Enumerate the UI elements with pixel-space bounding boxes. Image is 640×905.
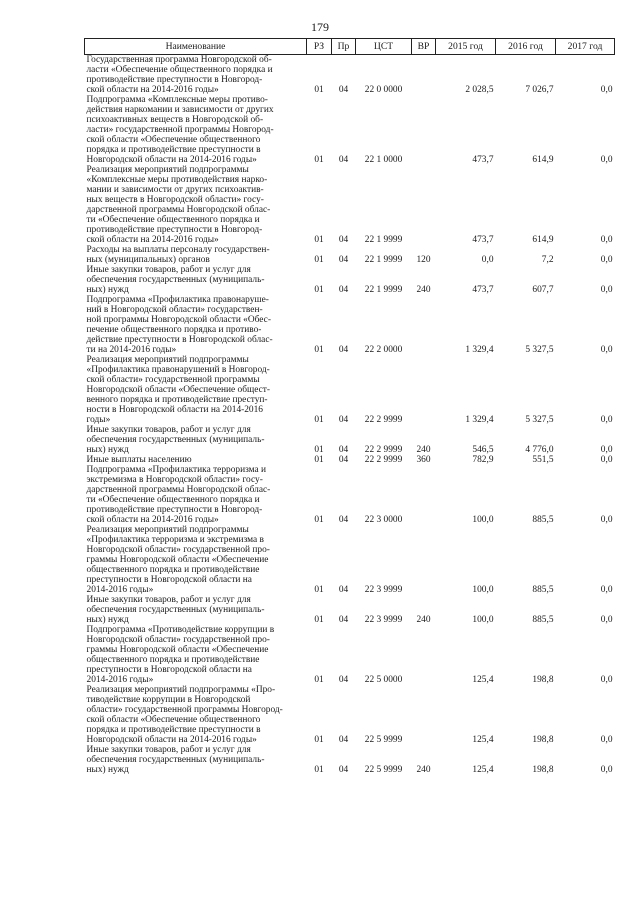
column-header-rz: РЗ	[307, 39, 332, 55]
row-rz: 01	[314, 255, 324, 265]
row-pr: 04	[338, 735, 349, 745]
row-vr	[412, 355, 436, 425]
row-rz: 01	[314, 415, 324, 425]
row-rz: 01	[314, 735, 324, 745]
row-pr: 04	[338, 445, 349, 455]
row-cst: 22 2 9999	[364, 455, 403, 465]
row-2016: 885,5	[532, 615, 554, 625]
row-2016: 551,5	[532, 455, 554, 465]
row-cst: 22 1 9999	[364, 235, 403, 245]
row-cst: 22 3 0000	[364, 515, 403, 525]
row-pr: 04	[338, 615, 349, 625]
row-name: Реализация мероприятий подпрограммы «Профилактика терроризма и экстремизма в Новгородской области» государственной про- граммы Новгородской области «Обеспечение общественного порядка и противодействие преступности в Новгородской области на 2014-2016 годы»	[86, 525, 270, 595]
row-pr: 04	[338, 345, 349, 355]
row-rz: 01	[314, 85, 324, 95]
row-cst: 22 5 0000	[364, 675, 403, 685]
row-cst: 22 1 9999	[364, 285, 403, 295]
row-2015: 0,0	[481, 255, 494, 265]
row-vr	[412, 525, 436, 595]
row-pr: 04	[338, 285, 349, 295]
table-row	[85, 165, 615, 245]
table-row	[85, 95, 615, 165]
row-2015: 100,0	[472, 585, 494, 595]
row-2016: 607,7	[532, 285, 554, 295]
table-row	[85, 355, 615, 425]
row-vr: 240	[416, 285, 431, 295]
row-2015: 473,7	[472, 155, 494, 165]
table-row	[85, 245, 615, 265]
row-2015: 473,7	[472, 285, 494, 295]
row-cst: 22 2 0000	[364, 345, 403, 355]
row-2015: 125,4	[472, 675, 494, 685]
row-cst: 22 3 9999	[364, 585, 403, 595]
row-2016: 7 026,7	[525, 85, 554, 95]
row-name: Реализация мероприятий подпрограммы «Профилактика правонарушений в Новгород- ской области» государственной программы Новгородской области «Обеспечение общест- венного порядка и противодействие преступ- ности в Новгородской области на 2014-2016 годы»	[86, 355, 270, 425]
row-cst: 22 0 0000	[364, 85, 403, 95]
table-row	[85, 455, 615, 465]
row-2017: 0,0	[600, 735, 613, 745]
row-name: Реализация мероприятий подпрограммы «Комплексные меры противодействия нарко- мании и зависимости от других психоактив- ных веществ в Новгородской области» госу- дарственной программы Новгородской облас- ти «Обеспечение общественного порядка и противодействие преступности в Новгород- ской области на 2014-2016 годы»	[86, 165, 271, 245]
table-row	[85, 295, 615, 355]
row-name: Расходы на выплаты персоналу государствен- ных (муниципальных) органов	[86, 245, 270, 265]
row-rz: 01	[314, 515, 324, 525]
row-cst: 22 5 9999	[364, 735, 403, 745]
row-vr: 360	[416, 455, 431, 465]
row-2017: 0,0	[600, 675, 613, 685]
row-cst: 22 3 9999	[364, 615, 403, 625]
row-cst: 22 2 9999	[364, 415, 403, 425]
table-row	[85, 595, 615, 625]
row-2017: 0,0	[600, 155, 613, 165]
row-name: Подпрограмма «Профилактика правонаруше- ний в Новгородской области» государствен- ной программы Новгородской области «Обес- печение общественного порядка и противо- действие преступности в Новгородской облас- ти на 2014-2016 годы»	[86, 295, 273, 355]
row-pr: 04	[338, 765, 349, 775]
row-2016: 5 327,5	[525, 415, 554, 425]
row-vr	[412, 55, 436, 96]
table-row	[85, 525, 615, 595]
row-pr: 04	[338, 675, 349, 685]
row-2016: 885,5	[532, 585, 554, 595]
column-header-2017: 2017 год	[556, 39, 615, 55]
row-pr: 04	[338, 155, 349, 165]
row-2015: 782,9	[472, 455, 494, 465]
row-vr: 240	[416, 765, 431, 775]
row-name: Подпрограмма «Комплексные меры противо- действия наркомании и зависимости от других психоактивных веществ в Новгородской об- ласти» государственной программы Новгород- ской области «Обеспечение общественного порядка и противодействие преступности в Новгородской области на 2014-2016 годы»	[86, 95, 274, 165]
row-name: Подпрограмма «Противодействие коррупции в Новгородской области» государственной про- граммы Новгородской области «Обеспечение общественного порядка и противодействие преступности в Новгородской области на 2014-2016 годы»	[86, 625, 275, 685]
row-2016: 4 776,0	[525, 445, 554, 455]
row-2017: 0,0	[600, 415, 613, 425]
row-2015: 100,0	[472, 515, 494, 525]
row-2015: 1 329,4	[465, 345, 494, 355]
row-vr	[412, 625, 436, 685]
row-pr: 04	[338, 85, 349, 95]
row-vr: 240	[416, 615, 431, 625]
row-2017: 0,0	[600, 285, 613, 295]
row-rz: 01	[314, 765, 324, 775]
row-rz: 01	[314, 285, 324, 295]
row-name: Иные закупки товаров, работ и услуг для обеспечения государственных (муниципаль- ных) нужд	[86, 745, 265, 775]
row-2017: 0,0	[600, 445, 613, 455]
row-pr: 04	[338, 455, 349, 465]
row-name: Иные закупки товаров, работ и услуг для обеспечения государственных (муниципаль- ных) нужд	[86, 425, 265, 455]
table-body	[85, 55, 615, 776]
row-cst: 22 1 9999	[364, 255, 403, 265]
row-rz: 01	[314, 455, 324, 465]
column-header-vr: ВР	[412, 39, 436, 55]
row-2017: 0,0	[600, 345, 613, 355]
row-rz: 01	[314, 445, 324, 455]
row-rz: 01	[314, 675, 324, 685]
row-vr	[412, 685, 436, 745]
row-2017: 0,0	[600, 515, 613, 525]
table-row	[85, 265, 615, 295]
row-2015: 125,4	[472, 735, 494, 745]
row-2017: 0,0	[600, 455, 613, 465]
row-2015: 1 329,4	[465, 415, 494, 425]
table-row	[85, 425, 615, 455]
row-name: Реализация мероприятий подпрограммы «Про- тиводействие коррупции в Новгородской области» государственной программы Новгород- ской области «Обеспечение общественного порядка и противодействие преступности в Новгородской области на 2014-2016 годы»	[86, 685, 283, 745]
table-row	[85, 745, 615, 775]
row-vr: 240	[416, 445, 431, 455]
row-vr	[412, 465, 436, 525]
row-pr: 04	[338, 235, 349, 245]
row-2015: 125,4	[472, 765, 494, 775]
row-rz: 01	[314, 235, 324, 245]
row-name: Иные выплаты населению	[86, 455, 192, 465]
row-2016: 5 327,5	[525, 345, 554, 355]
row-2017: 0,0	[600, 615, 613, 625]
row-vr	[412, 295, 436, 355]
row-cst: 22 1 0000	[364, 155, 403, 165]
row-2017: 0,0	[600, 85, 613, 95]
row-2017: 0,0	[600, 235, 613, 245]
row-2016: 614,9	[532, 155, 554, 165]
row-2015: 100,0	[472, 615, 494, 625]
row-rz: 01	[314, 345, 324, 355]
row-vr: 120	[416, 255, 431, 265]
column-header-2015: 2015 год	[436, 39, 496, 55]
table-header-row	[85, 39, 615, 55]
row-2016: 885,5	[532, 515, 554, 525]
page-number: 179	[311, 20, 329, 34]
row-vr	[412, 95, 436, 165]
table-row	[85, 55, 615, 96]
row-2017: 0,0	[600, 765, 613, 775]
table-row	[85, 625, 615, 685]
row-name: Государственная программа Новгородской об- ласти «Обеспечение общественного порядка и противодействие преступности в Новгород- ской области на 2014-2016 годы»	[86, 55, 273, 95]
row-pr: 04	[338, 585, 349, 595]
column-header-2016: 2016 год	[496, 39, 556, 55]
row-vr	[412, 165, 436, 245]
row-2016: 198,8	[532, 765, 554, 775]
column-header-pr: Пр	[332, 39, 356, 55]
row-2017: 0,0	[600, 255, 613, 265]
row-cst: 22 2 9999	[364, 445, 403, 455]
row-2015: 546,5	[472, 445, 494, 455]
row-name: Подпрограмма «Профилактика терроризма и экстремизма в Новгородской области» госу- дарственной программы Новгородской облас- ти «Обеспечение общественного порядка и противодействие преступности в Новгород- ской области на 2014-2016 годы»	[86, 465, 271, 525]
row-pr: 04	[338, 255, 349, 265]
row-2016: 614,9	[532, 235, 554, 245]
row-name: Иные закупки товаров, работ и услуг для обеспечения государственных (муниципаль- ных) нужд	[86, 595, 265, 625]
row-pr: 04	[338, 415, 349, 425]
column-header-cst: ЦСТ	[356, 39, 412, 55]
row-rz: 01	[314, 585, 324, 595]
row-2016: 7,2	[541, 255, 554, 265]
row-rz: 01	[314, 155, 324, 165]
row-cst: 22 5 9999	[364, 765, 403, 775]
row-2015: 473,7	[472, 235, 494, 245]
table-row	[85, 465, 615, 525]
table-row	[85, 685, 615, 745]
row-rz: 01	[314, 615, 324, 625]
row-2016: 198,8	[532, 735, 554, 745]
row-name: Иные закупки товаров, работ и услуг для обеспечения государственных (муниципаль- ных) нужд	[86, 265, 265, 295]
row-pr: 04	[338, 515, 349, 525]
row-2016: 198,8	[532, 675, 554, 685]
column-header-name: Наименование	[85, 39, 307, 55]
budget-table	[84, 38, 615, 775]
row-2015: 2 028,5	[465, 85, 494, 95]
row-2017: 0,0	[600, 585, 613, 595]
